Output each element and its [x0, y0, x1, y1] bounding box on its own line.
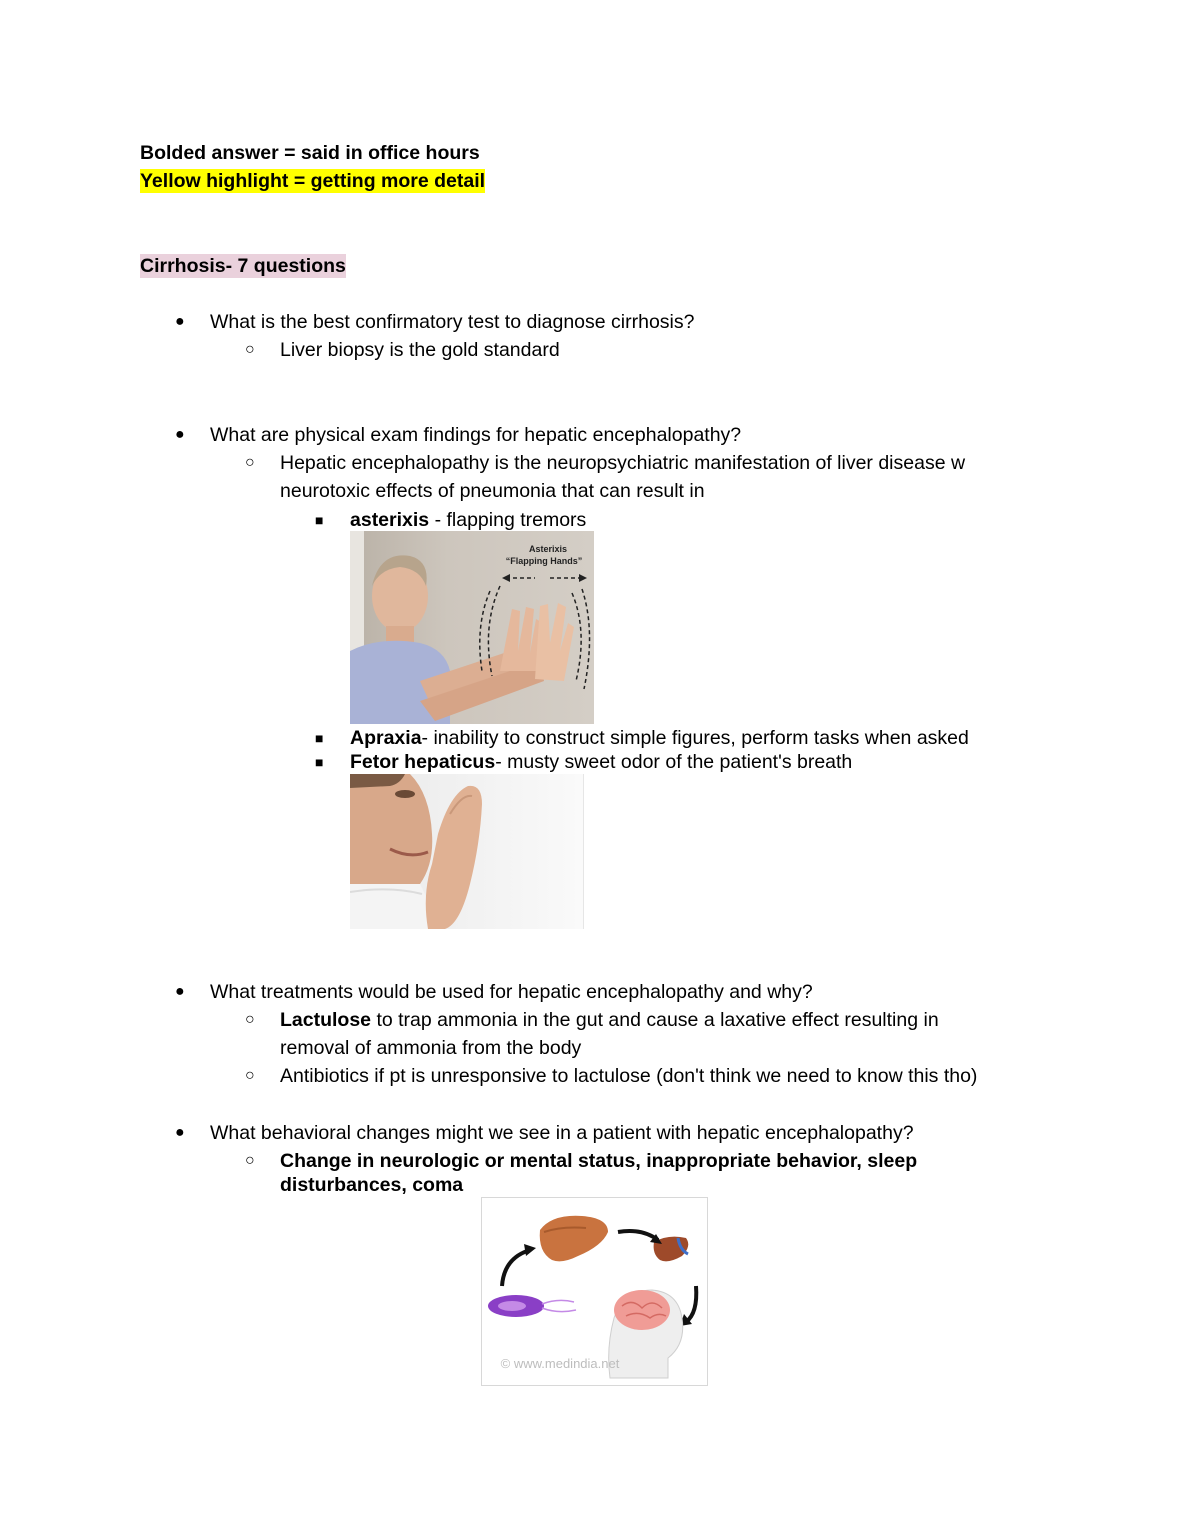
finding-asterixis — [350, 508, 586, 532]
sub-bullet-icon: ○ — [245, 341, 255, 358]
answer-2-line-2: neurotoxic effects of pneumonia that can result in — [280, 480, 705, 502]
asterixis-caption-2: “Flapping Hands” — [505, 556, 583, 566]
asterixis-caption-1: Asterixis — [528, 544, 568, 554]
bullet-icon: ● — [175, 983, 185, 1000]
square-bullet-icon: ■ — [315, 730, 324, 746]
bullet-icon: ● — [175, 426, 185, 443]
finding-fetor-hepaticus — [350, 750, 852, 774]
finding-term: Fetor hepaticus — [350, 751, 496, 773]
question-2: What are physical exam findings for hepatic encephalopathy? — [210, 424, 742, 446]
finding-desc: - flapping tremors — [429, 509, 587, 531]
question-4: What behavioral changes might we see in a patient with hepatic encephalopathy? — [210, 1122, 914, 1144]
answer-1: Liver biopsy is the gold standard — [280, 339, 560, 361]
treatment-desc: to trap ammonia in the gut and cause a laxative effect resulting in — [371, 1009, 939, 1031]
finding-apraxia — [350, 726, 969, 750]
liver-brain-cycle-image — [481, 1197, 708, 1386]
image-watermark: © www.medindia.net — [500, 1356, 620, 1371]
answer-3-line-1 — [280, 1008, 939, 1032]
answer-4-line-2: disturbances, coma — [280, 1174, 464, 1196]
sub-bullet-icon: ○ — [245, 1011, 255, 1028]
bullet-icon: ● — [175, 313, 185, 330]
answer-4-line-1: Change in neurologic or mental status, inappropriate behavior, sleep — [280, 1150, 918, 1172]
bullet-icon: ● — [175, 1124, 185, 1141]
square-bullet-icon: ■ — [315, 512, 324, 528]
question-3: What treatments would be used for hepatic encephalopathy and why? — [210, 981, 813, 1003]
answer-3b: Antibiotics if pt is unresponsive to lactulose (don't think we need to know this tho) — [280, 1065, 978, 1087]
question-1: What is the best confirmatory test to diagnose cirrhosis? — [210, 311, 695, 333]
treatment-term: Lactulose — [280, 1009, 372, 1031]
answer-3-line-2: removal of ammonia from the body — [280, 1037, 582, 1059]
breath-illustration — [350, 774, 583, 929]
legend-bold-note: Bolded answer = said in office hours — [140, 142, 480, 164]
sub-bullet-icon: ○ — [245, 1152, 255, 1169]
legend-yellow-note: Yellow highlight = getting more detail — [140, 170, 486, 192]
breath-odor-photo — [350, 774, 584, 929]
finding-term: Apraxia — [350, 727, 422, 749]
section-heading: Cirrhosis- 7 questions — [140, 255, 346, 277]
finding-term: asterixis — [350, 509, 430, 531]
finding-desc: - inability to construct simple figures, perform tasks when asked — [421, 727, 969, 749]
asterixis-illustration — [350, 531, 594, 724]
finding-desc: - musty sweet odor of the patient's breath — [495, 751, 853, 773]
square-bullet-icon: ■ — [315, 754, 324, 770]
asterixis-photo — [350, 531, 594, 724]
answer-2-line-1: Hepatic encephalopathy is the neuropsychiatric manifestation of liver disease w — [280, 452, 966, 474]
sub-bullet-icon: ○ — [245, 454, 255, 471]
sub-bullet-icon: ○ — [245, 1067, 255, 1084]
cycle-illustration — [482, 1198, 708, 1386]
